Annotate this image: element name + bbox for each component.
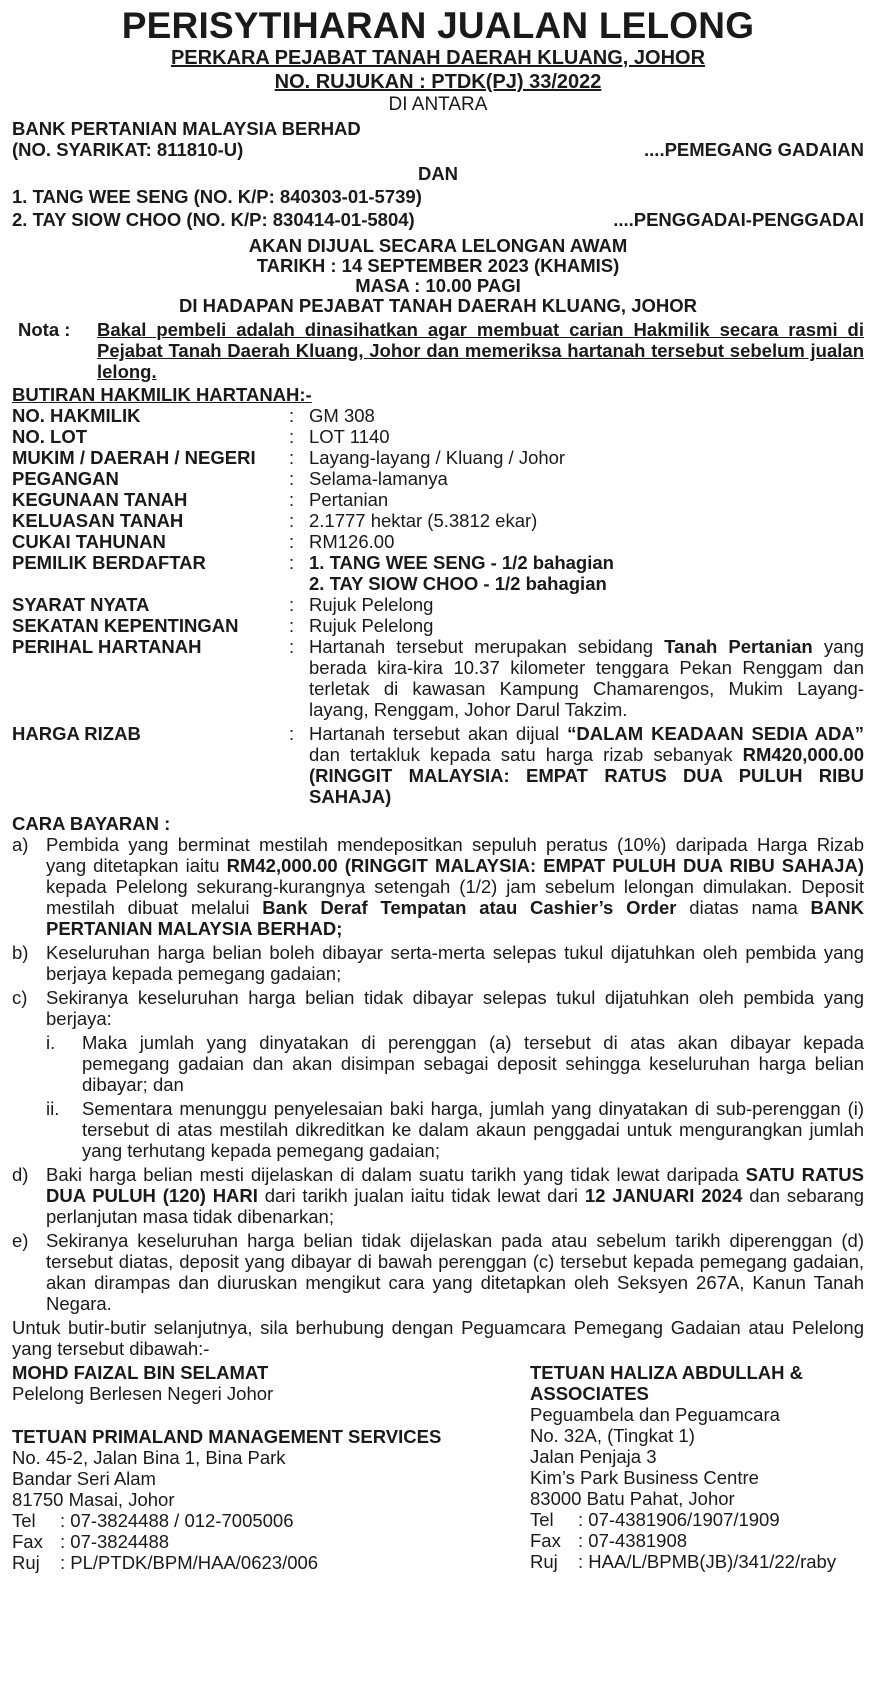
property-value: Rujuk Pelelong (309, 594, 434, 615)
ref-row (530, 1551, 864, 1572)
chargor-1: 1. TANG WEE SENG (NO. K/P: 840303-01-5739) (12, 186, 422, 207)
payment-heading: CARA BAYARAN : (12, 813, 171, 834)
property-key: NO. LOT (12, 426, 88, 447)
chargee-company-no: (NO. SYARIKAT: 811810-U) (12, 139, 244, 160)
colon: : (289, 447, 295, 468)
property-description (309, 636, 864, 720)
chargor-role: ....PENGGADAI-PENGGADAI (613, 209, 864, 230)
desc-text: Hartanah tersebut merupakan sebidang (309, 636, 665, 657)
property-row-owner (12, 552, 864, 594)
property-value: 2.1777 hektar (5.3812 ekar) (309, 510, 538, 531)
tel-row (12, 1510, 530, 1531)
property-value: LOT 1140 (309, 426, 390, 447)
desc-bold: Tanah Pertanian (664, 636, 813, 657)
auction-date: TARIKH : 14 SEPTEMBER 2023 (KHAMIS) (256, 255, 620, 276)
item-marker: c) (12, 987, 28, 1008)
solicitor-name: ASSOCIATES (530, 1383, 649, 1404)
item-text: Sekiranya keseluruhan harga belian tidak dibayar selepas tukul dijatuhkan oleh pembida yang berjaya: (46, 987, 864, 1029)
item-text (46, 1164, 864, 1227)
ref-label: Ruj (12, 1552, 40, 1573)
item-text (46, 834, 864, 939)
property-row-reserve (12, 723, 864, 807)
property-row (12, 489, 864, 510)
text-run: Pembida yang berminat mestilah mendepositkan sepuluh peratus (10%) daripada Harga Rizab yang ditetapkan iaitu (46, 834, 864, 876)
colon: : (289, 468, 295, 489)
nota-block (12, 319, 864, 382)
property-key: KEGUNAAN TANAH (12, 489, 188, 510)
ref-value: : HAA/L/BPMB(JB)/341/22/raby (578, 1551, 837, 1572)
colon: : (289, 552, 295, 573)
closing-text: Untuk butir-butir selanjutnya, sila berhubung dengan Peguamcara Pemegang Gadaian atau Pelelong yang tersebut dibawah:- (12, 1317, 864, 1359)
property-row (12, 426, 864, 447)
text-run: kepada Pelelong sekurang-kurangnya setengah (1/2) jam sebelum lelongan dimulakan. Deposit mestilah dibuat melalui (46, 876, 864, 918)
property-row (12, 594, 864, 615)
and-label: DAN (417, 163, 459, 184)
address-line: No. 45-2, Jalan Bina 1, Bina Park (12, 1447, 286, 1468)
property-heading: BUTIRAN HAKMILIK HARTANAH:- (12, 384, 312, 405)
reserve-text: Hartanah tersebut akan dijual (309, 723, 568, 744)
chargee-row (12, 139, 864, 160)
property-key: PERIHAL HARTANAH (12, 636, 202, 657)
text-run: dan sebarang perlanjutan masa tidak dibenarkan; (46, 1185, 864, 1227)
notice-subtitle: PERKARA PEJABAT TANAH DAERAH KLUANG, JOHOR (170, 47, 706, 69)
property-key: HARGA RIZAB (12, 723, 141, 744)
payment-item-c (12, 987, 864, 1029)
reserve-amount: RM420,000.00 (RINGGIT MALAYSIA: EMPAT RATUS DUA PULUH RIBU SAHAJA) (309, 744, 864, 807)
solicitor-title: Peguambela dan Peguamcara (530, 1404, 780, 1425)
ref-row (12, 1552, 530, 1573)
fax-label: Fax (12, 1531, 43, 1552)
tel-value: : 07-4381906/1907/1909 (578, 1509, 780, 1530)
desc-text: yang berada kira-kira 10.37 kilometer tenggara Pekan Renggam dan terletak di kawasan Kampung Chamarengos, Mukim Layang-layang, Renggam, Johor Darul Takzim. (309, 636, 864, 720)
property-row-description (12, 636, 864, 720)
address-line: Kim’s Park Business Centre (530, 1467, 759, 1488)
colon: : (289, 723, 295, 744)
auctioneer-contact (12, 1362, 530, 1573)
address-line: 81750 Masai, Johor (12, 1489, 175, 1510)
item-text: Sementara menunggu penyelesaian baki harga, jumlah yang dinyatakan di sub-perenggan (i) tersebut di atas mestilah dikreditkan ke dalam akaun penggadai untuk mengurangkan jumlah yang terhutang kepada pemegang gadaian; (82, 1098, 864, 1161)
payment-item-b (12, 942, 864, 984)
reserve-price (309, 723, 864, 807)
fax-row (530, 1530, 864, 1551)
property-value (309, 552, 864, 594)
nota-label: Nota : (18, 319, 71, 340)
colon: : (289, 510, 295, 531)
ref-value: : PL/PTDK/BPM/HAA/0623/006 (60, 1552, 319, 1573)
tel-label: Tel (530, 1509, 554, 1530)
colon: : (289, 426, 295, 447)
fax-value: : 07-3824488 (60, 1531, 170, 1552)
auctioneer-title: Pelelong Berlesen Negeri Johor (12, 1383, 274, 1404)
payee: BANK PERTANIAN MALAYSIA BERHAD; (46, 897, 864, 939)
payment-item-d (12, 1164, 864, 1227)
auction-notice (12, 6, 864, 1573)
property-key: KELUASAN TANAH (12, 510, 184, 531)
property-value: Pertanian (309, 489, 389, 510)
payment-item-a (12, 834, 864, 939)
between-label: DI ANTARA (388, 94, 488, 115)
address-line: 83000 Batu Pahat, Johor (530, 1488, 735, 1509)
property-value: GM 308 (309, 405, 375, 426)
property-value: Rujuk Pelelong (309, 615, 434, 636)
colon: : (289, 405, 295, 426)
property-key: PEGANGAN (12, 468, 119, 489)
colon: : (289, 636, 295, 657)
item-marker: d) (12, 1164, 29, 1185)
nota-text: Bakal pembeli adalah dinasihatkan agar membuat carian Hakmilik secara rasmi di Pejabat Tanah Daerah Kluang, Johor dan memeriksa hartanah tersebut sebelum jualan lelong. (97, 319, 864, 382)
deadline-date: 12 JANUARI 2024 (584, 1185, 743, 1206)
owner-1: 1. TANG WEE SENG - 1/2 bahagian (309, 552, 614, 573)
fax-label: Fax (530, 1530, 561, 1551)
property-row (12, 510, 864, 531)
item-marker: e) (12, 1230, 29, 1251)
property-key: SYARAT NYATA (12, 594, 150, 615)
property-row (12, 447, 864, 468)
fax-value: : 07-4381908 (578, 1530, 688, 1551)
chargor-2: 2. TAY SIOW CHOO (NO. K/P: 830414-01-5804) (12, 209, 415, 230)
payment-item-e (12, 1230, 864, 1314)
address-line: Jalan Penjaja 3 (530, 1446, 657, 1467)
fax-row (12, 1531, 530, 1552)
text-run: dari tarikh jualan iaitu tidak lewat dari (257, 1185, 585, 1206)
property-key: MUKIM / DAERAH / NEGERI (12, 447, 256, 468)
tel-row (530, 1509, 864, 1530)
item-marker: i. (46, 1032, 56, 1053)
notice-title: PERISYTIHARAN JUALAN LELONG (121, 5, 755, 46)
owner-2: 2. TAY SIOW CHOO - 1/2 bahagian (309, 573, 607, 594)
auctioneer-company: TETUAN PRIMALAND MANAGEMENT SERVICES (12, 1426, 442, 1447)
property-row (12, 468, 864, 489)
item-marker: a) (12, 834, 29, 855)
auction-venue: DI HADAPAN PEJABAT TANAH DAERAH KLUANG, JOHOR (178, 295, 697, 316)
contacts (12, 1362, 864, 1573)
solicitor-name: TETUAN HALIZA ABDULLAH & (530, 1362, 804, 1383)
property-value: RM126.00 (309, 531, 395, 552)
deposit-amount: RM42,000.00 (RINGGIT MALAYSIA: EMPAT PULUH DUA RIBU SAHAJA) (226, 855, 864, 876)
property-table (12, 405, 864, 807)
colon: : (289, 594, 295, 615)
days-limit: SATU RATUS DUA PULUH (120) HARI (46, 1164, 864, 1206)
reserve-bold: “DALAM KEADAAN SEDIA ADA” (567, 723, 864, 744)
auction-details (12, 236, 864, 316)
item-text: Maka jumlah yang dinyatakan di perenggan (a) tersebut di atas akan dibayar kepada pemegang gadaian dan akan disimpan sebagai deposit sehingga keseluruhan harga belian dibayar; dan (82, 1032, 864, 1095)
reference-number: NO. RUJUKAN : PTDK(PJ) 33/2022 (274, 71, 602, 93)
payment-subitem-ii (12, 1098, 864, 1161)
auctioneer-name: MOHD FAIZAL BIN SELAMAT (12, 1362, 269, 1383)
reserve-text: dan tertakluk kepada satu harga rizab sebanyak (309, 744, 743, 765)
chargor-2-row (12, 209, 864, 230)
property-value: Layang-layang / Kluang / Johor (309, 447, 566, 468)
property-row (12, 531, 864, 552)
property-row (12, 615, 864, 636)
property-key: PEMILIK BERDAFTAR (12, 552, 206, 573)
colon: : (289, 531, 295, 552)
address-line: No. 32A, (Tingkat 1) (530, 1425, 695, 1446)
text-run: diatas nama (676, 897, 811, 918)
solicitor-contact (530, 1362, 864, 1573)
auction-time: MASA : 10.00 PAGI (355, 275, 521, 296)
property-key: NO. HAKMILIK (12, 405, 141, 426)
chargee-name: BANK PERTANIAN MALAYSIA BERHAD (12, 118, 361, 139)
property-row (12, 405, 864, 426)
chargee-role: ....PEMEGANG GADAIAN (644, 139, 864, 160)
ref-label: Ruj (530, 1551, 558, 1572)
property-key: CUKAI TAHUNAN (12, 531, 166, 552)
payment-subitem-i (12, 1032, 864, 1095)
address-line: Bandar Seri Alam (12, 1468, 156, 1489)
colon: : (289, 615, 295, 636)
payment-method: Bank Deraf Tempatan atau Cashier’s Order (262, 897, 677, 918)
text-run: Baki harga belian mesti dijelaskan di dalam suatu tarikh yang tidak lewat daripada (46, 1164, 746, 1185)
colon: : (289, 489, 295, 510)
tel-value: : 07-3824488 / 012-7005006 (60, 1510, 294, 1531)
auction-type: AKAN DIJUAL SECARA LELONGAN AWAM (248, 235, 628, 256)
item-text: Keseluruhan harga belian boleh dibayar serta-merta selepas tukul dijatuhkan oleh pembida yang berjaya kepada pemegang gadaian; (46, 942, 864, 984)
property-key: SEKATAN KEPENTINGAN (12, 615, 239, 636)
item-marker: b) (12, 942, 29, 963)
tel-label: Tel (12, 1510, 36, 1531)
property-value: Selama-lamanya (309, 468, 448, 489)
item-marker: ii. (46, 1098, 60, 1119)
item-text: Sekiranya keseluruhan harga belian tidak dijelaskan pada atau sebelum tarikh diperenggan (d) tersebut diatas, deposit yang dibayar di bawah perenggan (c) tersebut kepada pemegang gadaian, akan dirampas dan diuruskan mengikut cara yang ditetapkan oleh Seksyen 267A, Kanun Tanah Negara. (46, 1230, 864, 1314)
